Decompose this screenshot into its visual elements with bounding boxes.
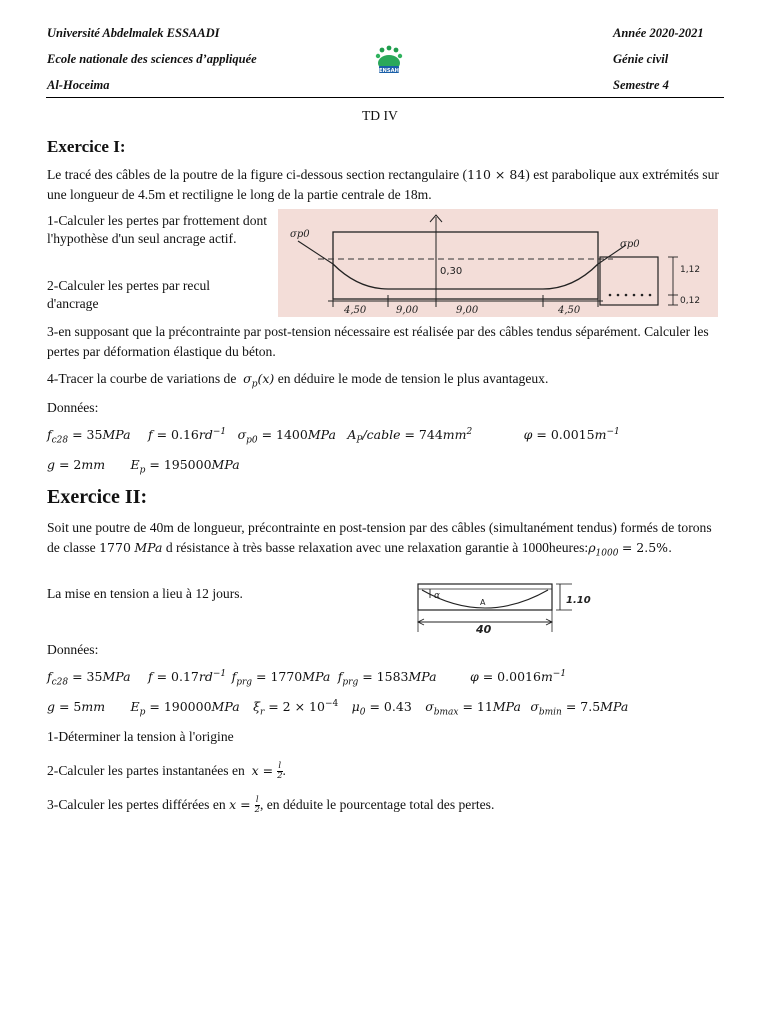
td-title: TD IV [362, 108, 398, 123]
school-logo [372, 44, 406, 78]
exercise-1-q4: 4-Tracer la courbe de variations de $\sigma_p(x)$ en déduire le mode de tension le plus avantageux. [47, 371, 549, 390]
exercise-2-mise: La mise en tension a lieu à 12 jours. [47, 586, 243, 601]
beam-figure-2 [412, 576, 602, 638]
svg-text:ENSAH: ENSAH [379, 67, 399, 74]
eccentricity-label: 0,30 [440, 266, 463, 277]
academic-year: Année 2020-2021 [613, 26, 704, 40]
sigma-left-label: σp0 [290, 229, 310, 240]
exercise-2-q2: 2-Calculer les partes instantanées en x = $\frac{l}{2}$ . [47, 761, 286, 782]
exercise-2-data-line-2: g = 5mm $E_p = 190000MPa$ $\xi_r = 2 \times 10^{-4}$ $\mu_0 = 0.43$ $\sigma_{bmax} = 11MPa$ $\sigma_{bmin} = 7.5MPa$ [47, 698, 629, 718]
exercise-1-q2: 2-Calculer les pertes par recul d'ancrage [47, 278, 211, 311]
exercise-1-data-line-1: $f_{c28} = 35MPa$ $f = 0.16rd^{-1}$ $\sigma_{p0} = 1400MPa$ $A_P$/cable = $744mm^2$ $\varphi = 0.0015m^{-1}$ [47, 426, 620, 446]
beam-figure-1 [278, 209, 718, 317]
dim-2: 9,00 [396, 305, 419, 316]
exercise-2-title: Exercice II: [47, 486, 148, 508]
exercise-1-data-line-2: g = 2mm $E_p = 195000MPa$ [47, 457, 240, 476]
section-height-label: 1,12 [680, 265, 701, 275]
length-label: 40 [476, 623, 492, 636]
dim-1: 4,50 [344, 305, 367, 316]
header-rule [46, 97, 724, 98]
semester: Semestre 4 [613, 78, 669, 92]
school-name: Ecole nationale des sciences d’appliquée [47, 52, 257, 66]
exercise-1-q3: 3-en supposant que la précontrainte par post-tension nécessaire est réalisée par des câbles tendus séparément. Calculer les pertes par déformation élastique du béton. [47, 324, 709, 359]
exercise-2-donnees: Données: [47, 642, 99, 657]
exercise-2-q3: 3-Calculer les pertes différées en x = $\frac{l}{2}$ , en déduite le pourcentage total des pertes. [47, 795, 495, 816]
exercise-2-data-line-1: $f_{c28} = 35MPa$ $f = 0.17rd^{-1}$ $f_{prg} = 1770MPa$ $f_{prg} = 1583MPa$ $\varphi = 0.0016m^{-1}$ [47, 668, 567, 688]
alpha-label: α [434, 591, 441, 601]
height-label: 1.10 [566, 595, 591, 606]
exercise-2-q1: 1-Déterminer la tension à l'origine [47, 729, 234, 744]
department: Génie civil [613, 52, 669, 66]
point-a-label: A [480, 598, 486, 607]
exercise-1-title: Exercice I: [47, 137, 126, 156]
university-name: Université Abdelmalek ESSAADI [47, 26, 220, 40]
exercise-1-donnees: Données: [47, 400, 99, 415]
city-name: Al-Hoceima [47, 78, 110, 92]
dim-3: 9,00 [456, 305, 479, 316]
exercise-2-intro: Soit une poutre de 40m de longueur, précontrainte en post-tension par des câbles (simultanément tendus) formés de torons de classe 1770 MPa d résistance à très basse relaxation avec une relaxation garantie à $1000heures:\rho_{1000} = 2.5\%$. [47, 520, 712, 558]
exercise-1-intro: Le tracé des câbles de la poutre de la figure ci-dessous section rectangulaire (110 × 84) est parabolique aux extrémités sur une longueur de 4.5m et rectiligne le long de la partie centrale de 18m. [47, 167, 719, 202]
section-bottom-label: 0,12 [680, 296, 701, 306]
sigma-right-label: σp0 [620, 239, 640, 250]
dim-4: 4,50 [558, 305, 581, 316]
exercise-1-q1: 1-Calculer les pertes par frottement dont l'hypothèse d'un seul ancrage actif. [47, 213, 268, 246]
